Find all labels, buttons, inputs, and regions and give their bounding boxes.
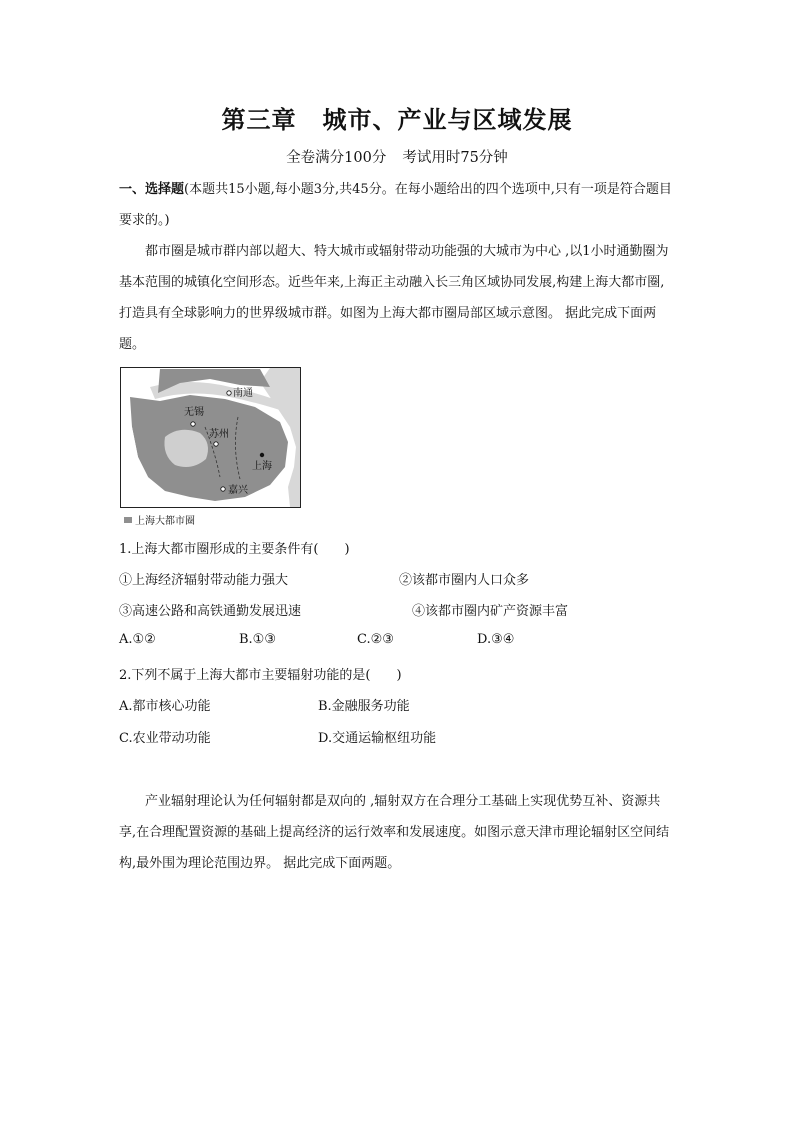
question-1-stem: 1.上海大都市圈形成的主要条件有( ) bbox=[119, 542, 350, 557]
time-info: 考试用时75分钟 bbox=[402, 150, 508, 166]
q1-option-a[interactable]: A.①② bbox=[119, 632, 156, 647]
section-heading bbox=[119, 174, 672, 236]
city-label-jiaxing: 嘉兴 bbox=[228, 485, 248, 496]
q1-option-c[interactable]: C.②③ bbox=[357, 632, 394, 647]
city-marker-shanghai bbox=[260, 453, 264, 457]
q2-option-b[interactable]: B.金融服务功能 bbox=[318, 699, 410, 714]
shanghai-metro-map bbox=[120, 367, 301, 508]
map-legend bbox=[124, 512, 195, 527]
city-label-shanghai: 上海 bbox=[252, 461, 272, 472]
q1-option-d[interactable]: D.③④ bbox=[477, 632, 515, 647]
city-marker-wuxi bbox=[191, 422, 195, 426]
q1-statement-1: ①上海经济辐射带动能力强大 bbox=[119, 573, 289, 588]
section-title: 一、选择题 bbox=[119, 182, 185, 197]
legend-swatch bbox=[124, 517, 132, 523]
city-marker-nantong bbox=[227, 391, 231, 395]
city-marker-jiaxing bbox=[221, 487, 225, 491]
title-chapter: 第三章 bbox=[221, 106, 297, 134]
city-marker-suzhou bbox=[214, 442, 218, 446]
city-label-suzhou: 苏州 bbox=[209, 429, 229, 440]
q1-statement-2: ②该都市圈内人口众多 bbox=[399, 573, 530, 588]
q1-option-b[interactable]: B.①③ bbox=[239, 632, 276, 647]
city-label-wuxi: 无锡 bbox=[184, 407, 204, 418]
score-info: 全卷满分100分 bbox=[286, 150, 387, 166]
q1-statement-4: ④该都市圈内矿产资源丰富 bbox=[412, 604, 569, 619]
q2-option-c[interactable]: C.农业带动功能 bbox=[119, 731, 211, 746]
city-label-nantong: 南通 bbox=[233, 388, 253, 399]
page-title bbox=[0, 100, 794, 135]
q2-option-a[interactable]: A.都市核心功能 bbox=[119, 699, 211, 714]
passage-urban-circle: 都市圈是城市群内部以超大、特大城市或辐射带动功能强的大城市为中心 ,以1小时通勤圈为基本范围的城镇化空间形态。近些年来,上海正主动融入长三角区域协同发展,构建上海大都市圈,打造具有全球影响力的世界级城市群。如图为上海大都市圈局部区域示意图。 据此完成下面两题。 bbox=[119, 244, 669, 352]
section-instructions: (本题共15小题,每小题3分,共45分。在每小题给出的四个选项中,只有一项是符合题目要求的。) bbox=[119, 182, 672, 228]
q1-statement-3: ③高速公路和高铁通勤发展迅速 bbox=[119, 604, 302, 619]
exam-info bbox=[0, 146, 794, 167]
q2-option-d[interactable]: D.交通运输枢纽功能 bbox=[318, 731, 437, 746]
question-2-stem: 2.下列不属于上海大都市主要辐射功能的是( ) bbox=[119, 668, 402, 683]
legend-label: 上海大都市圈 bbox=[135, 516, 195, 527]
passage-industry-radiation: 产业辐射理论认为任何辐射都是双向的 ,辐射双方在合理分工基础上实现优势互补、资源共享,在合理配置资源的基础上提高经济的运行效率和发展速度。如图示意天津市理论辐射区空间结构,最外围为理论范围边界。 据此完成下面两题。 bbox=[119, 794, 670, 871]
title-main: 城市、产业与区域发展 bbox=[322, 106, 573, 134]
